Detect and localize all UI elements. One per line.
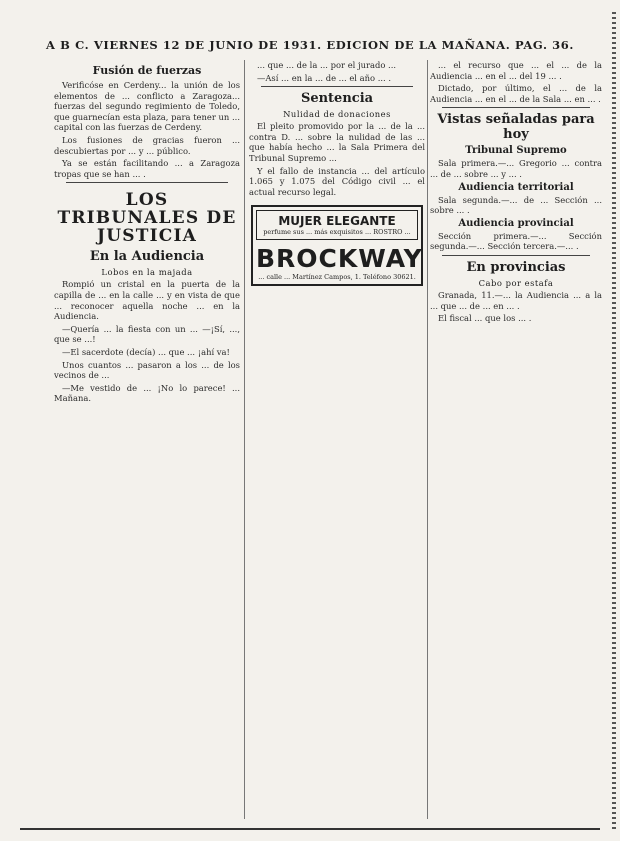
separator: [66, 182, 228, 183]
paragraph: ... el recurso que ... el ... de la Audiencia ... en el ... del 19 ... .: [430, 60, 602, 81]
article-title-lobos: Lobos en la majada: [101, 267, 193, 278]
column-3: [430, 60, 602, 823]
paragraph: El pleito promovido por la ... de la ... contra D. ... sobre la nulidad de las ... que había hecho ... la Sala Primera del Tribunal Supremo ...: [249, 121, 425, 163]
paragraph: Los fusiones de gracias fueron ... descubiertas por ... y ... público.: [54, 134, 240, 156]
article-title-fusion: Fusión de fuerzas: [92, 64, 202, 77]
section-title-provincias: En provincias: [466, 259, 566, 275]
separator: [261, 86, 413, 87]
page-edge: [612, 12, 616, 829]
paragraph: Verificóse en Cerdeny... la unión de los elementos de ... conflicto a Zaragoza... fuerzas del segundo regimiento de Toledo, que guarnecían esta plaza, para tener un ... capital con las fuerzas de Cerdeny.: [54, 80, 240, 133]
paragraph: El fiscal ... que los ... .: [438, 313, 532, 324]
section-title-vistas: Vistas señaladas para hoy: [437, 112, 595, 143]
section-title-tribunales: LOS TRIBUNALES DE JUSTICIA: [57, 190, 237, 247]
paragraph: Y el fallo de instancia ... del artículo 1.065 y 1.075 del Código civil ... el actual recurso legal.: [249, 165, 425, 197]
paragraph: Unos cuantos ... pasaron a los ... de los vecinos de ...: [54, 359, 240, 381]
ad-title: MUJER ELEGANTE: [278, 214, 396, 229]
paragraph: Sala segunda.—... de ... Sección ... sobre ... .: [430, 194, 602, 216]
paragraph: —Quería ... la fiesta con un ... —¡Sí, ..., que se ...!: [54, 323, 240, 345]
paragraph: ... que ... de la ... por el jurado ...: [257, 60, 397, 70]
page-header: A B C. VIERNES 12 DE JUNIO DE 1931. EDICION DE LA MAÑANA. PAG. 36.: [46, 38, 574, 52]
paragraph: Granada, 11.—... la Audiencia ... a la ... que ... de ... en ... .: [430, 289, 602, 311]
paragraph: Ya se están facilitando ... a Zaragoza tropas que se han ... .: [54, 158, 240, 179]
advertisement: [251, 205, 423, 286]
ad-brand: BROCKWAY: [256, 244, 423, 274]
ad-subtitle: perfume sus ... más exquisitos ... ROSTRO ...: [263, 228, 411, 237]
separator: [442, 107, 590, 108]
subsection-title-territorial: Audiencia territorial: [458, 181, 574, 193]
ad-headline-box: [256, 210, 418, 240]
column-1: [54, 60, 240, 823]
section-title-sentencia: Sentencia: [300, 91, 374, 107]
paragraph: Rompió un cristal en la puerta de la capilla de ... en la calle ... y en vista de que ... reconocer aquella noche ... en la Audiencia.: [54, 279, 240, 322]
paragraph: —Así ... en la ... de ... el año ... .: [257, 72, 392, 83]
separator: [442, 255, 590, 256]
paragraph: —El sacerdote (decía) ... que ... ¡ahí va!: [62, 346, 230, 357]
article-title-estafa: Cabo por estafa: [478, 277, 554, 288]
paragraph: Sección primera.—... Sección segunda.—... Sección tercera.—... .: [430, 230, 602, 252]
paragraph: —Me vestido de ... ¡No lo parece! ... Mañana.: [54, 382, 240, 404]
ad-footer: ... calle ... Martínez Campos, 1. Teléfono 30621.: [258, 273, 416, 282]
section-subtitle-audiencia: En la Audiencia: [89, 249, 205, 265]
paragraph: Dictado, por último, el ... de la Audiencia ... en el ... de la Sala ... en ... .: [430, 83, 602, 104]
subsection-title-supremo: Tribunal Supremo: [465, 145, 567, 157]
paragraph: Sala primera.—... Gregorio ... contra ... de ... sobre ... y ... .: [430, 158, 602, 179]
footer-rule: [20, 828, 600, 835]
column-divider: [244, 60, 245, 819]
article-title-nulidad: Nulidad de donaciones: [283, 109, 391, 120]
column-2: [249, 60, 425, 823]
column-divider: [427, 60, 428, 819]
subsection-title-provincial: Audiencia provincial: [458, 217, 574, 229]
